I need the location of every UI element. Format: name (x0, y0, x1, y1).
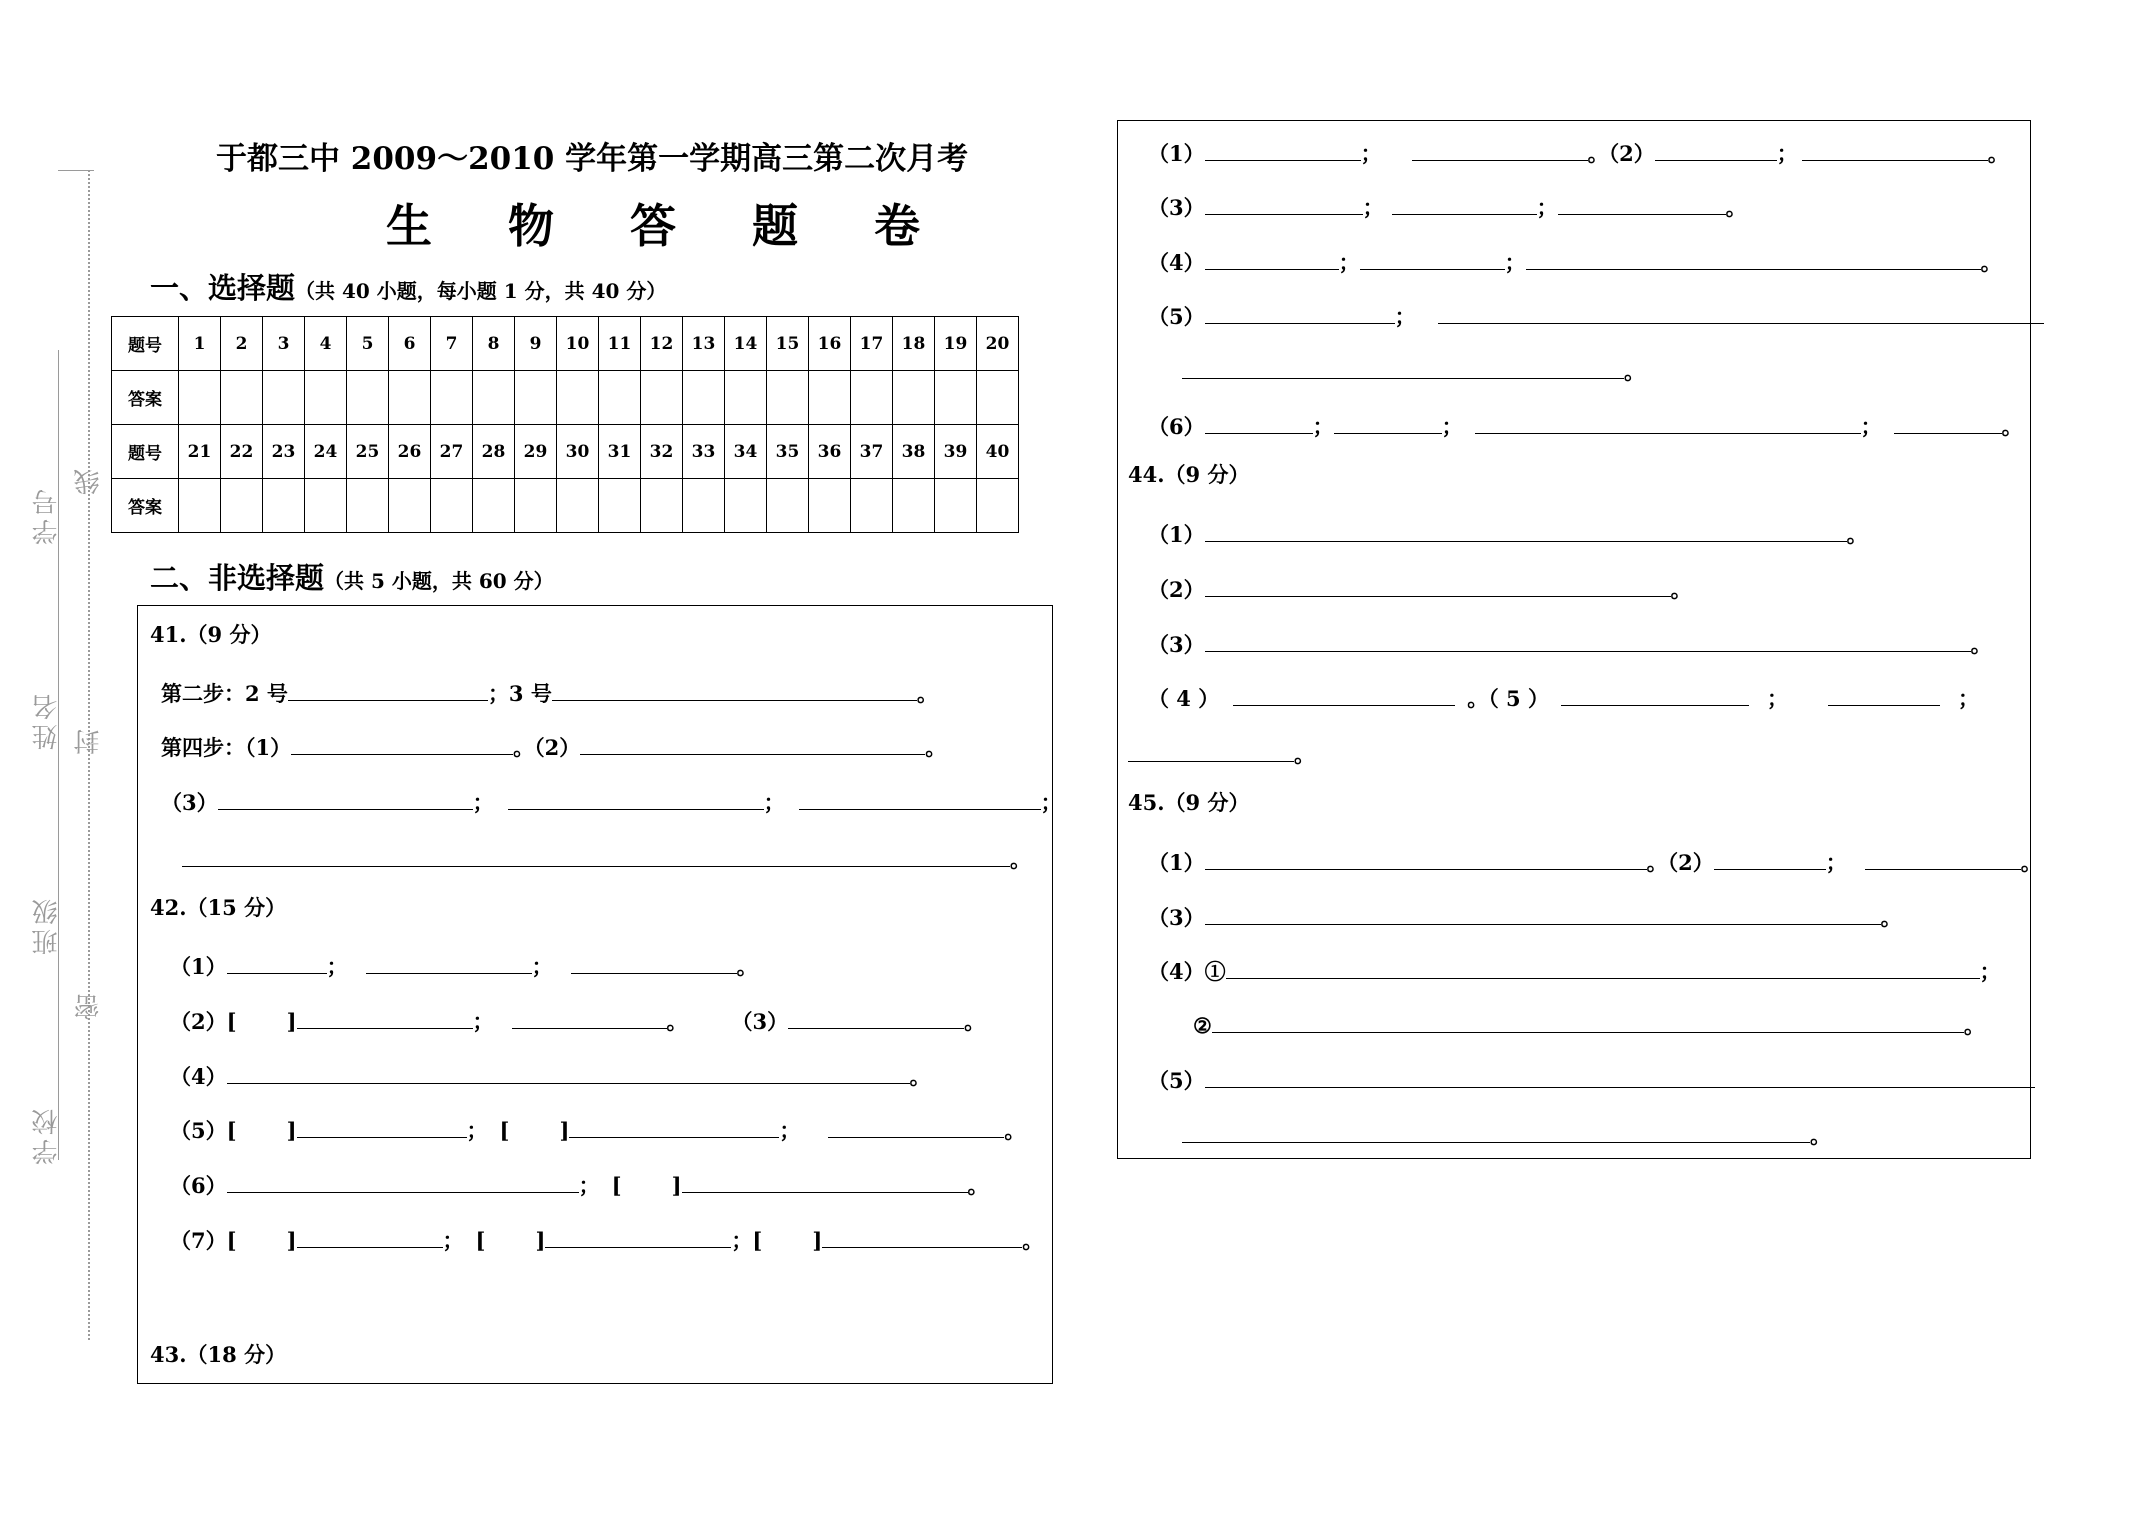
answer-grid-qrow2 (112, 425, 1019, 479)
q43-blank[interactable] (1205, 297, 1395, 324)
q43-p4-label: （4） (1148, 250, 1205, 275)
q42-blank[interactable] (297, 1002, 473, 1029)
q42-p7-line (170, 1221, 1043, 1256)
answer-cell[interactable] (263, 479, 305, 533)
q-num: 35 (767, 425, 809, 479)
answer-cell[interactable] (935, 479, 977, 533)
answer-cell[interactable] (305, 371, 347, 425)
q45-blank[interactable] (1865, 843, 2021, 870)
semi: ； (1362, 195, 1384, 220)
q43-blank[interactable] (1205, 407, 1313, 434)
period: 。 (1670, 577, 1692, 602)
period: 。 (925, 735, 947, 760)
q45-c1: ① (1204, 959, 1226, 984)
semi: ； (1825, 850, 1847, 875)
q42-p2-line (170, 1002, 985, 1037)
q-num: 29 (515, 425, 557, 479)
q-num: 27 (431, 425, 473, 479)
q-num: 11 (599, 317, 641, 371)
q42-p5-line (170, 1111, 1025, 1146)
semi: ； (442, 1228, 464, 1253)
answer-grid-arow1 (112, 371, 1019, 425)
q43-p5-label: （5） (1148, 304, 1205, 329)
close-bracket: ] (286, 1009, 297, 1034)
q-num: 31 (599, 425, 641, 479)
part1-heading (150, 266, 666, 307)
q45-p4-line2 (1193, 1006, 1985, 1041)
q-num: 13 (683, 317, 725, 371)
q45-p1-label: （1） (1148, 850, 1205, 875)
q42-blank[interactable] (227, 1057, 910, 1084)
q42-p1-line (170, 947, 758, 982)
q42-blank[interactable] (297, 1111, 467, 1138)
q44-p2-label: （2） (1148, 577, 1205, 602)
semi: ； (1536, 195, 1558, 220)
period: 。 (2020, 850, 2042, 875)
q-num: 9 (515, 317, 557, 371)
q44-title: 44.（9 分） (1128, 462, 1250, 487)
q42-p1-label: （1） (170, 954, 227, 979)
q-num: 33 (683, 425, 725, 479)
period: 。 (1022, 1228, 1044, 1253)
answer-cell[interactable] (809, 371, 851, 425)
q43-blank[interactable] (1334, 407, 1442, 434)
q-num: 10 (557, 317, 599, 371)
q45-blank[interactable] (1182, 1116, 1810, 1143)
exam-title: 于都三中 2009～2010 学年第一学期高三第二次月考 (216, 141, 969, 177)
semi: ； (1338, 250, 1360, 275)
q43-title: 43.（18 分） (150, 1342, 287, 1367)
q45-p3-line (1148, 898, 1902, 933)
row-label-a: 答案 (112, 479, 179, 533)
q-num: 12 (641, 317, 683, 371)
period: 。 (909, 1064, 931, 1089)
answer-grid-arow2 (112, 479, 1019, 533)
semi: ； (466, 1118, 488, 1143)
q43-blank[interactable] (1558, 188, 1726, 215)
q-num: 2 (221, 317, 263, 371)
q42-blank[interactable] (788, 1002, 964, 1029)
semi: ； (1040, 790, 1062, 815)
semi: ； (779, 1118, 801, 1143)
answer-cell[interactable] (515, 479, 557, 533)
q41-p3-label: （3） (161, 790, 218, 815)
answer-cell[interactable] (725, 371, 767, 425)
semi: ； (1766, 686, 1788, 711)
answer-cell[interactable] (221, 371, 263, 425)
q44-blank[interactable] (1828, 679, 1940, 706)
period: 。 (964, 1009, 986, 1034)
q43-blank[interactable] (1392, 188, 1537, 215)
semi: ； (472, 790, 494, 815)
q45-p4-line (1148, 952, 2001, 987)
q43-p3-line (1148, 188, 1747, 223)
period: 。 (1725, 195, 1747, 220)
binding-solid-line (58, 350, 59, 1160)
q42-title: 42.（15 分） (150, 895, 287, 920)
q45-p5-line2 (1182, 1116, 1831, 1151)
answer-cell[interactable] (809, 479, 851, 533)
q44-blank[interactable] (1205, 625, 1971, 652)
period: 。 (2001, 414, 2023, 439)
q-num: 19 (935, 317, 977, 371)
answer-cell[interactable] (767, 479, 809, 533)
q44-p1-line (1148, 515, 1868, 550)
answer-cell[interactable] (179, 479, 221, 533)
answer-cell[interactable] (473, 371, 515, 425)
q43-p5-line (1148, 297, 2044, 332)
close-bracket: ] (812, 1228, 823, 1253)
q41-title: 41.（9 分） (150, 622, 272, 647)
semi: ； (1441, 414, 1463, 439)
q-num: 40 (977, 425, 1019, 479)
q42-p4-label: （4） (170, 1064, 227, 1089)
binding-school-label: 学校 (32, 1105, 62, 1165)
answer-cell[interactable] (641, 479, 683, 533)
q41-step4-line (161, 728, 946, 763)
q42-p3-label: （3） (731, 1009, 789, 1034)
period: 。 (916, 681, 938, 706)
period: 。 (1970, 632, 1992, 657)
q43-p6-line (1148, 407, 2023, 442)
q-num: 38 (893, 425, 935, 479)
answer-cell[interactable] (893, 479, 935, 533)
answer-cell[interactable] (683, 479, 725, 533)
semi: ； (1312, 414, 1334, 439)
answer-cell[interactable] (263, 371, 305, 425)
q42-p6-label: （6） (170, 1173, 227, 1198)
semi: ； (1957, 686, 1979, 711)
answer-cell[interactable] (683, 371, 725, 425)
open-bracket: [ (499, 1118, 510, 1143)
q-num: 24 (305, 425, 347, 479)
q-num: 20 (977, 317, 1019, 371)
q43-blank[interactable] (1205, 134, 1361, 161)
close-bracket: ] (559, 1118, 570, 1143)
q-num: 23 (263, 425, 305, 479)
semi: ； (1860, 414, 1882, 439)
exam-subtitle: 生 物 答 题 卷 (386, 199, 951, 253)
q44-p5-line2 (1128, 735, 1315, 770)
answer-cell[interactable] (767, 371, 809, 425)
answer-cell[interactable] (851, 371, 893, 425)
q-num: 7 (431, 317, 473, 371)
answer-cell[interactable] (389, 479, 431, 533)
q44-p2-line (1148, 570, 1692, 605)
answer-grid-qrow1 (112, 317, 1019, 371)
q44-blank[interactable] (1205, 570, 1671, 597)
answer-grid (111, 316, 1019, 533)
q42-blank[interactable] (571, 947, 737, 974)
period: 。 (1004, 1118, 1026, 1143)
q43-blank[interactable] (1360, 243, 1505, 270)
q-num: 18 (893, 317, 935, 371)
q-num: 4 (305, 317, 347, 371)
q44-blank[interactable] (1128, 735, 1294, 762)
q43-p5-line2 (1182, 352, 1645, 387)
binding-studentno-label: 学号 (32, 485, 62, 545)
binding-name-label: 姓名 (32, 690, 62, 750)
binding-seal-xian: 线 (74, 465, 104, 495)
q42-p5-label: （5）[ (170, 1118, 237, 1143)
q41-blank[interactable] (508, 783, 764, 810)
answer-cell[interactable] (557, 371, 599, 425)
period: 。 (1963, 1013, 1985, 1038)
close-bracket: ] (286, 1118, 297, 1143)
q44-p3-label: （3） (1148, 632, 1205, 657)
q45-blank[interactable] (1212, 1006, 1964, 1033)
part1-heading-text: 一、选择题 (150, 271, 296, 305)
open-bracket: [ (475, 1228, 486, 1253)
answer-cell[interactable] (431, 371, 473, 425)
row-label-q: 题号 (112, 317, 179, 371)
q42-blank[interactable] (366, 947, 532, 974)
q-num: 37 (851, 425, 893, 479)
q41-step4-label-b: 。（2） (513, 735, 581, 760)
answer-cell[interactable] (347, 371, 389, 425)
q41-blank[interactable] (288, 674, 488, 701)
q-num: 14 (725, 317, 767, 371)
semi: ； (1776, 141, 1798, 166)
q45-blank[interactable] (1714, 843, 1826, 870)
answer-cell[interactable] (599, 479, 641, 533)
answer-cell[interactable] (725, 479, 767, 533)
q42-blank[interactable] (822, 1221, 1022, 1248)
period: 。 (1980, 250, 2002, 275)
q45-title: 45.（9 分） (1128, 790, 1250, 815)
q-num: 15 (767, 317, 809, 371)
q-num: 16 (809, 317, 851, 371)
answer-cell[interactable] (305, 479, 347, 533)
q41-blank[interactable] (291, 728, 513, 755)
period: 。 (1846, 522, 1868, 547)
semi: ； (1979, 959, 2001, 984)
open-bracket: [ (611, 1173, 622, 1198)
answer-cell[interactable] (431, 479, 473, 533)
q-num: 34 (725, 425, 767, 479)
q45-p5-line (1148, 1061, 2035, 1096)
q43-blank[interactable] (1655, 134, 1777, 161)
q42-blank[interactable] (227, 947, 327, 974)
q41-blank[interactable] (799, 783, 1041, 810)
q45-blank[interactable] (1205, 1061, 2035, 1088)
q-num: 32 (641, 425, 683, 479)
q42-p7-label: （7）[ (170, 1228, 237, 1253)
q-num: 5 (347, 317, 389, 371)
part2-heading-text: 二、非选择题 (150, 561, 325, 595)
q41-p3-line2 (182, 840, 1031, 875)
q44-p3-line (1148, 625, 1992, 660)
q42-blank[interactable] (828, 1111, 1004, 1138)
q-num: 17 (851, 317, 893, 371)
close-bracket: ] (535, 1228, 546, 1253)
q41-blank[interactable] (580, 728, 925, 755)
q43-blank[interactable] (1802, 134, 1988, 161)
q45-c2: ② (1193, 1013, 1212, 1038)
q42-blank[interactable] (682, 1166, 968, 1193)
q44-blank[interactable] (1233, 679, 1455, 706)
q-num: 6 (389, 317, 431, 371)
q42-blank[interactable] (569, 1111, 779, 1138)
q42-p4-line (170, 1057, 931, 1092)
q43-blank[interactable] (1205, 243, 1339, 270)
q43-blank[interactable] (1438, 297, 2044, 324)
q44-p4-line (1148, 679, 1979, 714)
q44-blank[interactable] (1205, 515, 1847, 542)
q43-p6-label: （6） (1148, 414, 1205, 439)
q-num: 30 (557, 425, 599, 479)
period: 。 (1624, 359, 1645, 384)
answer-cell[interactable] (893, 371, 935, 425)
q45-p2-label: 。（2） (1646, 850, 1714, 875)
q45-p4-label: （4） (1148, 959, 1205, 984)
binding-seal-mi: 密 (74, 990, 104, 1020)
q-num: 8 (473, 317, 515, 371)
q-num: 25 (347, 425, 389, 479)
q45-blank[interactable] (1205, 843, 1647, 870)
q45-blank[interactable] (1226, 952, 1980, 979)
binding-seal-feng: 封 (74, 725, 104, 755)
close-bracket: ] (286, 1228, 297, 1253)
q-num: 21 (179, 425, 221, 479)
semi: ； (472, 1009, 494, 1034)
q44-p5-label: 。（ 5 ） (1467, 686, 1549, 711)
period: 。 (1987, 141, 2009, 166)
binding-dotted-line (88, 170, 90, 1340)
period: 。 (1810, 1123, 1831, 1148)
binding-class-label: 班级 (32, 895, 62, 955)
semi: ； (326, 954, 348, 979)
q43-p1-line (1148, 134, 2009, 169)
q-num: 28 (473, 425, 515, 479)
q43-blank[interactable] (1526, 243, 1981, 270)
answer-cell[interactable] (851, 479, 893, 533)
q42-blank[interactable] (227, 1166, 579, 1193)
answer-cell[interactable] (557, 479, 599, 533)
q43-blank[interactable] (1182, 352, 1624, 379)
period: 。 (1294, 742, 1315, 767)
period: 。 (666, 1009, 688, 1034)
close-bracket: ] (671, 1173, 682, 1198)
row-label-q: 题号 (112, 425, 179, 479)
q42-blank[interactable] (297, 1221, 443, 1248)
answer-cell[interactable] (935, 371, 977, 425)
answer-cell[interactable] (347, 479, 389, 533)
answer-cell[interactable] (599, 371, 641, 425)
q44-blank[interactable] (1561, 679, 1749, 706)
q43-p1-label: （1） (1148, 141, 1205, 166)
q-num: 26 (389, 425, 431, 479)
part2-heading (150, 556, 554, 597)
semi: ； (578, 1173, 600, 1198)
q45-blank[interactable] (1205, 898, 1881, 925)
q41-step2-label-b: ；3 号 (487, 681, 552, 706)
q45-p3-label: （3） (1148, 905, 1205, 930)
q44-p1-label: （1） (1148, 522, 1205, 547)
q43-blank[interactable] (1412, 134, 1588, 161)
q45-p5-label: （5） (1148, 1068, 1205, 1093)
q-num: 22 (221, 425, 263, 479)
semi: ； (731, 1228, 753, 1253)
q45-p1-line (1148, 843, 2042, 878)
q43-p3-label: （3） (1148, 195, 1205, 220)
q-num: 36 (809, 425, 851, 479)
q41-blank[interactable] (552, 674, 917, 701)
q44-p4-label: （ 4 ） (1148, 686, 1220, 711)
q-num: 39 (935, 425, 977, 479)
q42-blank[interactable] (545, 1221, 731, 1248)
q42-p2-label: （2）[ (170, 1009, 237, 1034)
answer-cell[interactable] (179, 371, 221, 425)
open-bracket: [ (752, 1228, 763, 1253)
row-label-a: 答案 (112, 371, 179, 425)
q41-step4-label: 第四步：（1） (161, 735, 292, 760)
period: 。 (1880, 905, 1902, 930)
semi: ； (1360, 141, 1382, 166)
q43-blank[interactable] (1475, 407, 1861, 434)
q43-blank[interactable] (1894, 407, 2002, 434)
answer-cell[interactable] (641, 371, 683, 425)
answer-cell[interactable] (221, 479, 263, 533)
period: 。 (1010, 847, 1031, 872)
semi: ； (531, 954, 553, 979)
q41-p3-line (161, 783, 1062, 818)
period: 。 (736, 954, 758, 979)
q42-blank[interactable] (512, 1002, 667, 1029)
q-num: 3 (263, 317, 305, 371)
q43-blank[interactable] (1205, 188, 1363, 215)
q-num: 1 (179, 317, 221, 371)
semi: ； (1504, 250, 1526, 275)
q41-step2-label: 第二步：2 号 (161, 681, 288, 706)
answer-cell[interactable] (473, 479, 515, 533)
q43-p4-line (1148, 243, 2002, 278)
q43-p2-label: 。（2） (1587, 141, 1655, 166)
part2-note: （共 5 小题，共 60 分） (324, 569, 554, 593)
q42-p6-line (170, 1166, 989, 1201)
semi: ； (763, 790, 785, 815)
q41-step2-line (161, 674, 938, 709)
answer-cell[interactable] (389, 371, 431, 425)
answer-cell[interactable] (515, 371, 557, 425)
q41-blank[interactable] (182, 840, 1010, 867)
q41-blank[interactable] (218, 783, 473, 810)
part1-note: （共 40 小题，每小题 1 分，共 40 分） (295, 279, 667, 303)
answer-cell[interactable] (977, 371, 1019, 425)
period: 。 (967, 1173, 989, 1198)
left-answer-box (137, 605, 1053, 1384)
answer-cell[interactable] (977, 479, 1019, 533)
semi: ； (1394, 304, 1416, 329)
